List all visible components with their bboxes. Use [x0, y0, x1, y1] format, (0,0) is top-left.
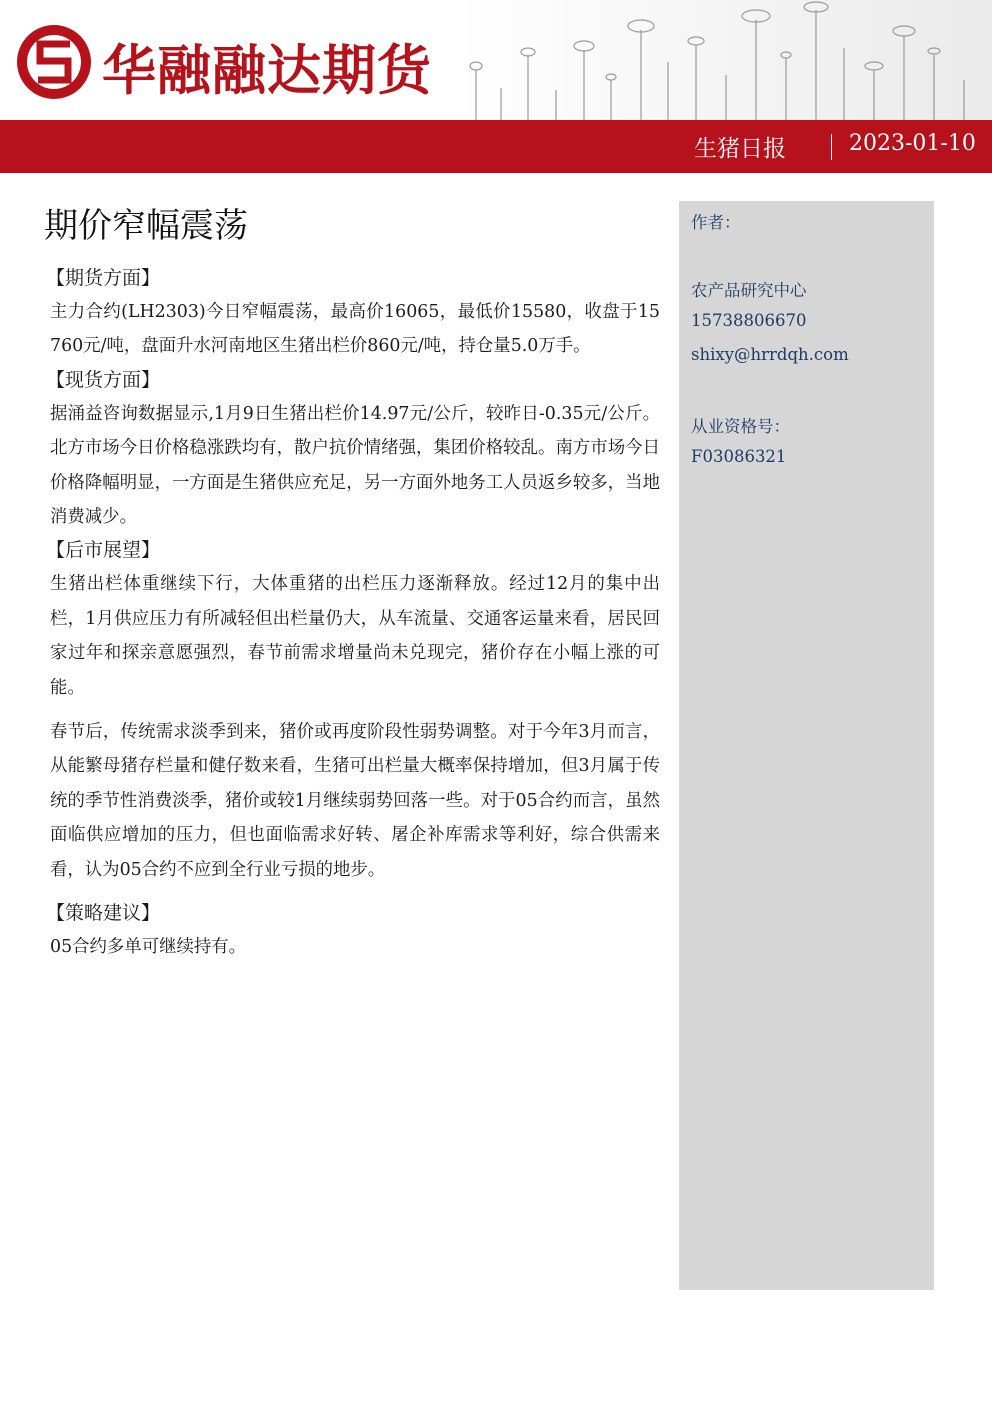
author-sidebar	[679, 201, 934, 1290]
outlook-paragraph: 春节后，传统需求淡季到来，猪价或再度阶段性弱势调整。对于今年3月而言，从能繁母猪存栏量和健仔数来看，生猪可出栏量大概率保持增加，但3月属于传统的季节性消费淡季，猪价或较1月继续弱势回落一些。对于05合约而言，虽然面临供应增加的压力，但也面临需求好转、屠企补库需求等利好，综合供需来看，认为05合约不应到全行业亏损的地步。	[50, 722, 660, 880]
author-label: 作者：	[691, 213, 741, 232]
brand-name: 华融融达期货	[102, 39, 432, 102]
report-type: 生猪日报	[694, 136, 786, 162]
license-number: F03086321	[691, 447, 787, 466]
futures-paragraph: 主力合约(LH2303)今日窄幅震荡，最高价16065，最低价15580，收盘于15760元/吨，盘面升水河南地区生猪出栏价860元/吨，持仓量5.0万手。	[50, 302, 660, 357]
license-label: 从业资格号：	[691, 417, 790, 436]
report-body	[46, 262, 660, 965]
futures-section-heading: 【期货方面】	[46, 267, 161, 289]
report-banner	[0, 120, 992, 173]
spot-paragraph: 据涌益咨询数据显示,1月9日生猪出栏价14.97元/公斤，较昨日-0.35元/公斤。北方市场今日价格稳涨跌均有，散户抗价情绪强，集团价格较乱。南方市场今日价格降幅明显，一方面是生猪供应充足，另一方面外地务工人员返乡较多，当地消费减少。	[50, 403, 660, 528]
spot-section-heading: 【现货方面】	[46, 368, 161, 391]
strategy-paragraph: 05合约多单可继续持有。	[50, 937, 247, 958]
author-email: shixy@hrrdqh.com	[691, 345, 849, 364]
company-logo-icon	[14, 22, 94, 102]
paragraph-gap	[50, 705, 660, 715]
outlook-section-heading: 【后市展望】	[46, 539, 161, 562]
author-phone: 15738806670	[691, 311, 807, 330]
header-decoration	[456, 0, 992, 120]
banner-divider	[831, 134, 832, 160]
outlook-paragraph: 生猪出栏体重继续下行，大体重猪的出栏压力逐渐释放。经过12月的集中出栏，1月供应压力有所减轻但出栏量仍大，从车流量、交通客运量来看，居民回家过年和探亲意愿强烈，春节前需求增量尚未兑现完，猪价存在小幅上涨的可能。	[50, 574, 660, 698]
author-department: 农产品研究中心	[691, 281, 807, 300]
page-title: 期价窄幅震荡	[44, 206, 248, 246]
paragraph-gap	[50, 887, 660, 897]
strategy-section-heading: 【策略建议】	[46, 902, 161, 925]
report-header	[0, 0, 992, 120]
report-date: 2023-01-10	[849, 131, 976, 156]
